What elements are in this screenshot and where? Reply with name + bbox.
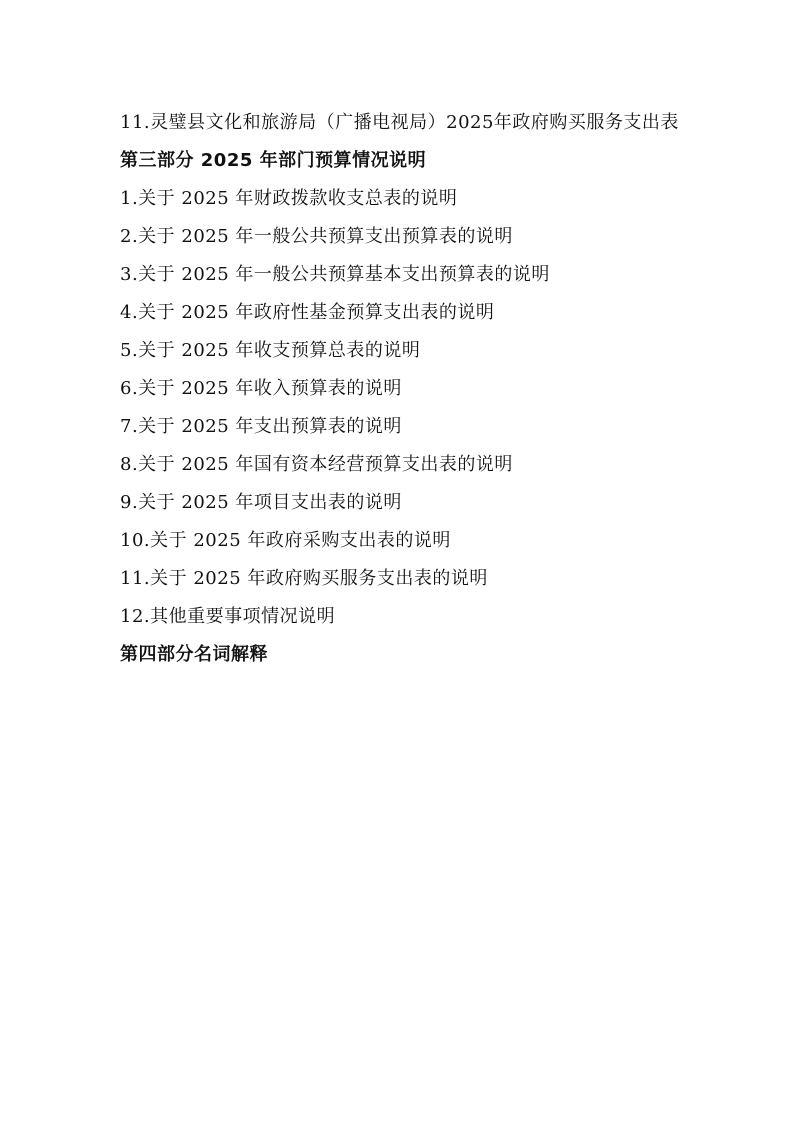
toc-item-9: 9.关于 2025 年项目支出表的说明: [120, 492, 402, 513]
toc-item-8: 8.关于 2025 年国有资本经营预算支出表的说明: [120, 454, 513, 475]
part-three-heading: 第三部分 2025 年部门预算情况说明: [120, 150, 427, 171]
toc-item-5: 5.关于 2025 年收支预算总表的说明: [120, 340, 421, 361]
toc-item-11: 11.关于 2025 年政府购买服务支出表的说明: [120, 568, 488, 589]
toc-item-1: 1.关于 2025 年财政拨款收支总表的说明: [120, 188, 458, 209]
toc-item-6: 6.关于 2025 年收入预算表的说明: [120, 378, 402, 399]
toc-item-12: 12.其他重要事项情况说明: [120, 606, 336, 627]
toc-content: [120, 104, 700, 674]
toc-item-11-table: 11.灵璧县文化和旅游局（广播电视局）2025年政府购买服务支出表: [120, 112, 679, 133]
part-four-heading: 第四部分名词解释: [120, 644, 268, 665]
toc-item-10: 10.关于 2025 年政府采购支出表的说明: [120, 530, 451, 551]
toc-item-7: 7.关于 2025 年支出预算表的说明: [120, 416, 402, 437]
toc-item-2: 2.关于 2025 年一般公共预算支出预算表的说明: [120, 226, 513, 247]
toc-item-4: 4.关于 2025 年政府性基金预算支出表的说明: [120, 302, 495, 323]
toc-item-3: 3.关于 2025 年一般公共预算基本支出预算表的说明: [120, 264, 550, 285]
